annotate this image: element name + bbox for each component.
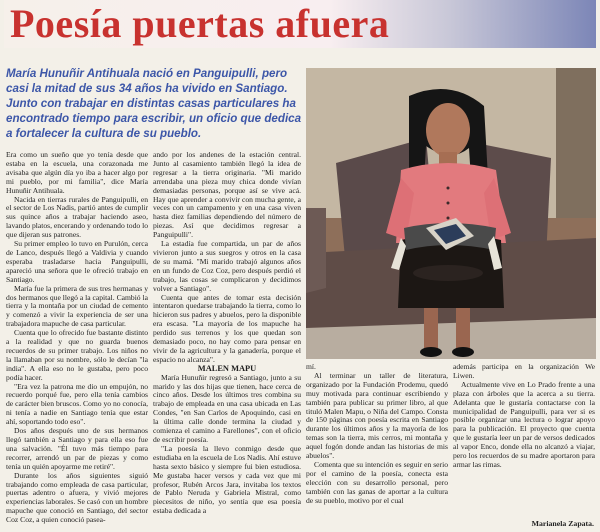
col2-paragraph: Cuenta que antes de tomar esta decisión intentaron quedarse trabajando la tierra, como lo hicieron sus padres y abuelos, pero la disponible era escasa. "La mayoría de los mapuche ha perdido sus terrenos y los que quedan son demasiado poco, no hay como para pensar en vivir de la agricultura y la ganadería, porque el espacio no alcanza". — [153, 292, 301, 364]
lead-paragraph: María Hunuñir Antihuala nació en Panguipulli, pero casi la mitad de sus 34 años ha vivido en Santiago. Junto con trabajar en distintas casas particulares ha encontrado tiempo para escribir, un oficio que dedica a fortalecer la cultura de su pueblo. — [6, 67, 302, 140]
col4-paragraph: además participa en la organización We Liwen. — [453, 363, 595, 380]
col1-paragraph: Dos años después uno de sus hermanos llegó también a Santiago y para ella eso fue una salvación. "Él tuvo más tiempo para recorrer, arrendó un par de piezas y como tenía un quién apoyarme me retiré". — [6, 426, 148, 471]
article-column-1 — [6, 151, 148, 529]
col3-paragraph: mí. — [306, 363, 316, 371]
portrait-illustration — [306, 68, 596, 359]
col1-paragraph: Durante los años siguientes siguió trabajando como empleada de casa particular, puertas adentro o afuera, y vivió mejores experiencias laborales. Se casó con un hombre mapuche que conoció en Santiago, del sector Coz Coz, a quien conoció pasea- — [6, 470, 148, 525]
col1-paragraph: Su primer empleo lo tuvo en Purulón, cerca de Lanco, después llegó a Valdivia y cuando esperaba trasladarse hacia Panguipulli, apareció una señora que le ofreció trabajo en Santiago. — [6, 239, 148, 284]
col2-paragraph: "La poesía la llevo conmigo desde que estudiaba en la escuela de Los Nadis. Ahí estuve hasta sexto básico y siempre fui bien estudiosa. Me gustaba hacer versos y cada vez que mi profesor, Rubén Arcos Jara, invitaba los textos de Pablo Neruda y Gabriela Mistral, como piecesitos de niño, yo sentía que esa poesía estaba dedicada a — [153, 443, 301, 516]
section-subheading: MALEN MAPU — [197, 363, 257, 373]
col2-paragraph: La estadía fue compartida, un par de años vivieron junto a sus suegros y otros en la casa de su mamá. "Mi marido trabajó algunos años en un fundo de Coz Coz, pero después perdió el trabajo, las cosas se complicaron y decidimos volver a Santiago". — [153, 239, 301, 293]
author-credit: Marianela Zapata. — [531, 519, 594, 528]
article-column-2 — [153, 151, 301, 529]
col1-paragraph: Cuenta que lo ofrecido fue bastante distinto a la realidad y que no guarda buenos recuerdos de su primer trabajo. Los niños no la llamaban por su nombre, sólo le decían "la india". A ella eso no le gustaba, pero poco podía hacer. — [6, 328, 148, 382]
portrait-photo — [306, 68, 596, 359]
col2-paragraph: ando por los andenes de la estación central. Junto al casamiento también llegó la idea de regresar a la tierra originaria. "Mi marido arrendaba una pieza muy chica donde vivían demasiadas personas, porque así se vive acá. Hay que aprender a convivir con mucha gente, a veces con un campamento y en una casa viven hasta diez familias dependiendo del número de piezas. Así que decidimos regresar a Panguipulli". — [153, 151, 301, 240]
col1-paragraph: "Era vez la patrona me dio un empujón, no recuerdo porqué fue, pero ella tenía cambios de carácter bien bruscos. Como yo no conocía, ni tenía a nadie en Santiago tenía que estar ahí, soportando todo eso". — [6, 381, 148, 427]
article-column-4 — [453, 363, 595, 513]
col1-paragraph: María fue la primera de sus tres hermanas y dos hermanos que llegó a la capital. Cambió la tierra y la montaña por un ciudad de cemento y comenzó a vivir la experiencia de ser una trabajadora mapuche de casa particular. — [6, 283, 148, 329]
headline-title: Poesía puertas afuera — [10, 1, 390, 46]
col1-paragraph: Era como un sueño que yo tenía desde que estaba en la escuela, una corazonada me avisaba que algún día yo iba a hacer algo por mi pueblo, por mi familia", dice María Hunuñir Antihuala. — [6, 151, 148, 195]
col2-paragraph: María Hunuñir regresó a Santiago, junto a su marido y las dos hijas que tienen, hace cerca de cinco años. Desde los últimos tres combina su trabajo de empleada en una casa ubicada en Las Condes, "en San Carlos de Apoquindo, casi en la última calle donde termina la ciudad y comienza el camino a Farellones", con el oficio de escribir poesía. — [153, 372, 301, 444]
col3-paragraph: Al terminar un taller de literatura, organizado por la Fundación Prodemu, quedó muy motivada para continuar escribiendo y también para publicar su primer libro, al que tituló Malen Mapu, o Niña del Campo. Consta de 150 páginas con poesía escrita en Santiago durante los últimos años y la mayoría de los temas son la tierra, mis cerros, mi montaña y aquel fogón donde andan las historias de mis abuelos". — [306, 370, 448, 461]
col3-paragraph: Comenta que su intención es seguir en serio por el camino de la poesía, conecta esta elección con su desarrollo personal, pero también con las ganas de aportar a la cultura de su pueblo, motivo por el cual — [306, 459, 448, 505]
col4-paragraph: Actualmente vive en Lo Prado frente a una plaza con árboles que la acerca a su tierra. Adelanta que le gustaría contactarse con la municipalidad de Panguipulli, para ver si es posible organizar una lectura o lograr apoyo para la publicación. El proyecto que cuenta que le gustaría leer un par de versos dedicados al vapor Enco, donde ella no alcanzó a viajar, pero los recuerdos de su madre aportaron para armar las rimas. — [453, 379, 595, 469]
col1-paragraph: Nacida en tierras rurales de Panguipulli, en el sector de Los Nadis, partió antes de cumplir sus quince años a trabajar haciendo aseo, lavando platos, encerando y ordenando todo lo que dijeran sus patrones. — [6, 194, 148, 240]
article-column-3 — [306, 363, 448, 529]
headline-banner — [4, 0, 596, 48]
